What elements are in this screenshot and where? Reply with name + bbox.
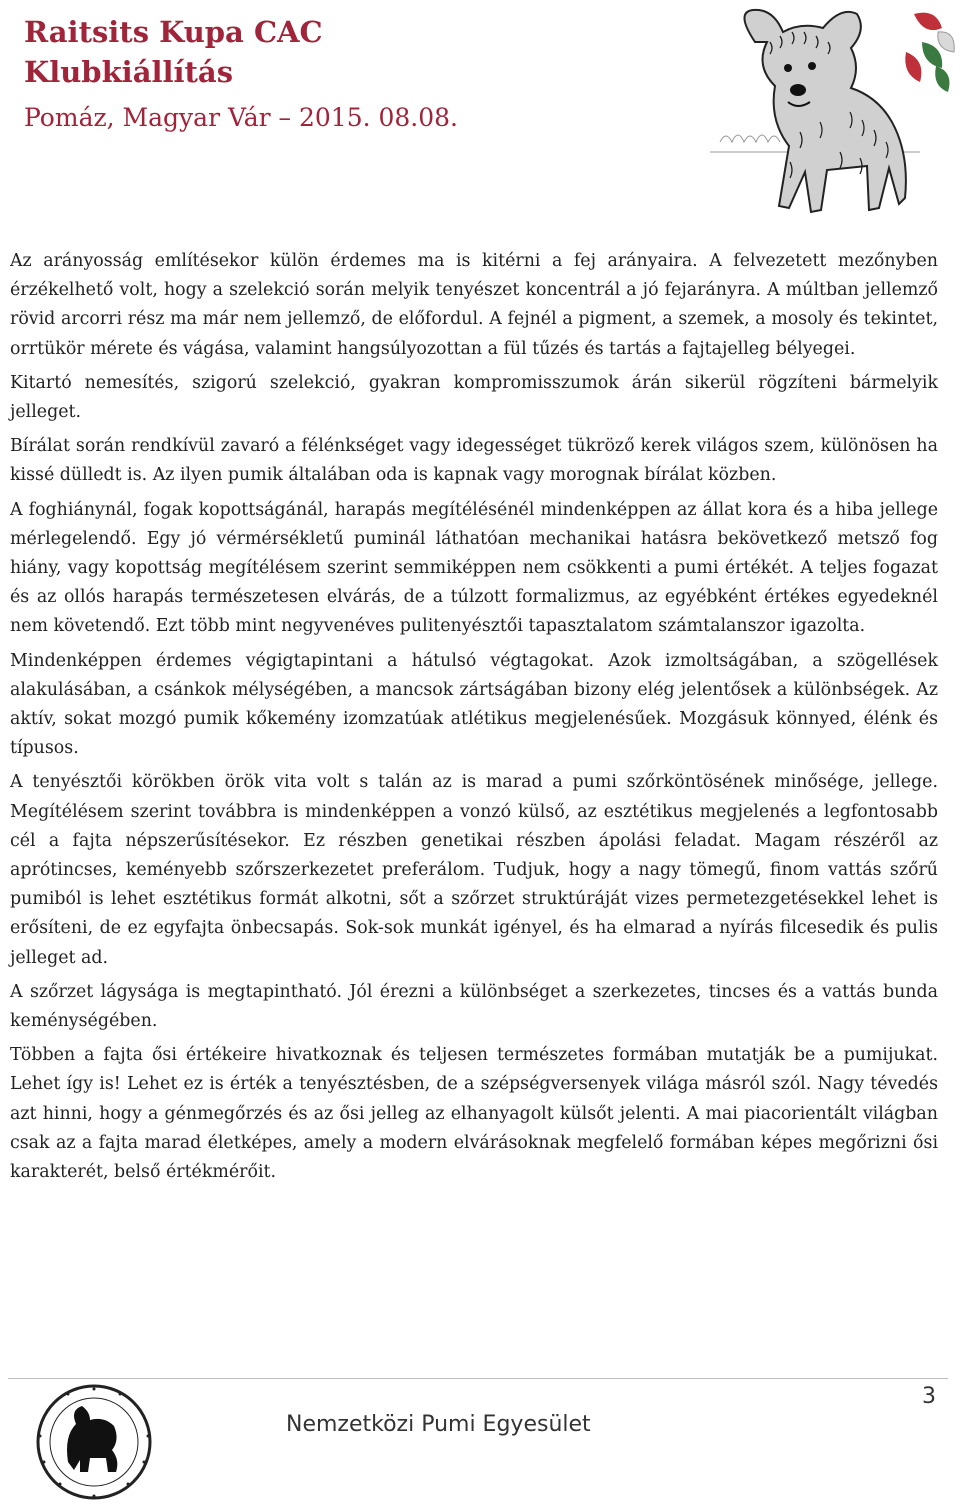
footer-divider: [8, 1378, 948, 1379]
paragraph-coat-softness: A szőrzet lágysága is megtapintható. Jól érezni a különbséget a szerkezetes, tincses és a vattás bunda keménységében.: [10, 981, 938, 1032]
pumi-dog-illustration-icon: [700, 2, 958, 220]
footer-organization: Nemzetközi Pumi Egyesület: [286, 1412, 591, 1437]
paragraph-coat-quality: A tenyésztői körökben örök vita volt s talán az is marad a pumi szőrköntösének minősége, jellege. Megítélésem szerint továbbra is mindenképpen a vonzó külső, az esztétikus megjelenés a legfontosabb cél a fajta népszerűsítésekor. Ez részben genetikai részben ápolási feladat. Magam részéről az aprótincses, keményebb szőrszerkezetet preferálom. Tudjuk, hogy a nagy tömegű, finom vattás szőrű pumiból is lehet esztétikus formát alkotni, sőt a szőrzet struktúráját vizes permetezgetésekkel lehet is erősíteni, de ez egyfajta önbecsapás. Sok-sok munkát igényel, és ha elmarad a nyírás filcesedik és pulis jelleget ad.: [10, 772, 938, 968]
paragraph-eyes: Bírálat során rendkívül zavaró a félénkséget vagy idegességet tükröző kerek világos szem, különösen ha kissé dülledt is. Az ilyen pumik általában oda is kapnak vagy morognak bírálat közben.: [10, 436, 938, 486]
article-body: [10, 247, 938, 1192]
paragraph-natural-form: Többen a fajta ősi értékeire hivatkoznak és teljesen természetes formában mutatják be a pumijukat. Lehet így is! Lehet ez is érték a tenyésztésben, de a szépségversenyek világa másról szól. Nagy tévedés azt hinni, hogy a génmegőrzés és az ősi jelleg az elhanyagolt külsőt jelenti. A mai piacorientált világban csak az a fajta marad életképes, amely a modern elvárásoknak megfelelő formában képes megőrizni ősi karakterét, belső értékmérőit.: [10, 1045, 938, 1183]
pumi-club-seal-icon: [20, 1380, 168, 1504]
paragraph-selection: Kitartó nemesítés, szigorú szelekció, gyakran kompromisszumok árán sikerül rögzíteni bármelyik jelleget.: [10, 372, 938, 423]
page-number: 3: [922, 1384, 936, 1409]
header-subtitle: Pomáz, Magyar Vár – 2015. 08.08.: [24, 103, 459, 132]
paragraph-head-proportions: Az arányosság említésekor külön érdemes ma is kitérni a fej arányaira. A felvezetett mezőnyben érzékelhető volt, hogy a szelekció során melyik tenyészet koncentrál a jó fejarányra. A múltban jellemző rövid arcorri rész ma már nem jellemző, de előfordul. A fejnél a pigment, a szemek, a mosoly és tekintet, orrtükör mérete és vágása, valamint hangsúlyozottan a fül tűzés és tartás a fajtajelleg bélyegei.: [10, 251, 938, 359]
paragraph-teeth: A foghiánynál, fogak kopottságánál, harapás megítélésénél mindenképpen az állat kora és a hiba jellege mérlegelendő. Egy jó vérmérsékletű puminál láthatóan mechanikai hatásra bekövetkező metsző fog hiány, vagy kopottság megítélésem szerint semmiképpen nem csökkenti a pumi értékét. A teljes fogazat és az ollós harapás természetesen elvárás, de a túlzott formalizmus, az egyébként értékes egyedeknél nem követendő. Ezt több mint negyvenéves pulitenyésztői tapasztalatom számtalanszor igazolta.: [10, 499, 938, 637]
header-title-line1: Raitsits Kupa CAC: [24, 15, 323, 49]
paragraph-hind-legs: Mindenképpen érdemes végigtapintani a hátulsó végtagokat. Azok izmoltságában, a szögellések alakulásában, a csánkok mélységében, a mancsok zártságában bizony elég jelentősek a különbségek. Az aktív, sokat mozgó pumik kőkemény izomzatúak atlétikus megjelenésűek. Mozgásuk könnyed, élénk és típusos.: [10, 650, 938, 759]
document-header: [24, 12, 664, 138]
header-title-line2: Klubkiállítás: [24, 55, 234, 89]
